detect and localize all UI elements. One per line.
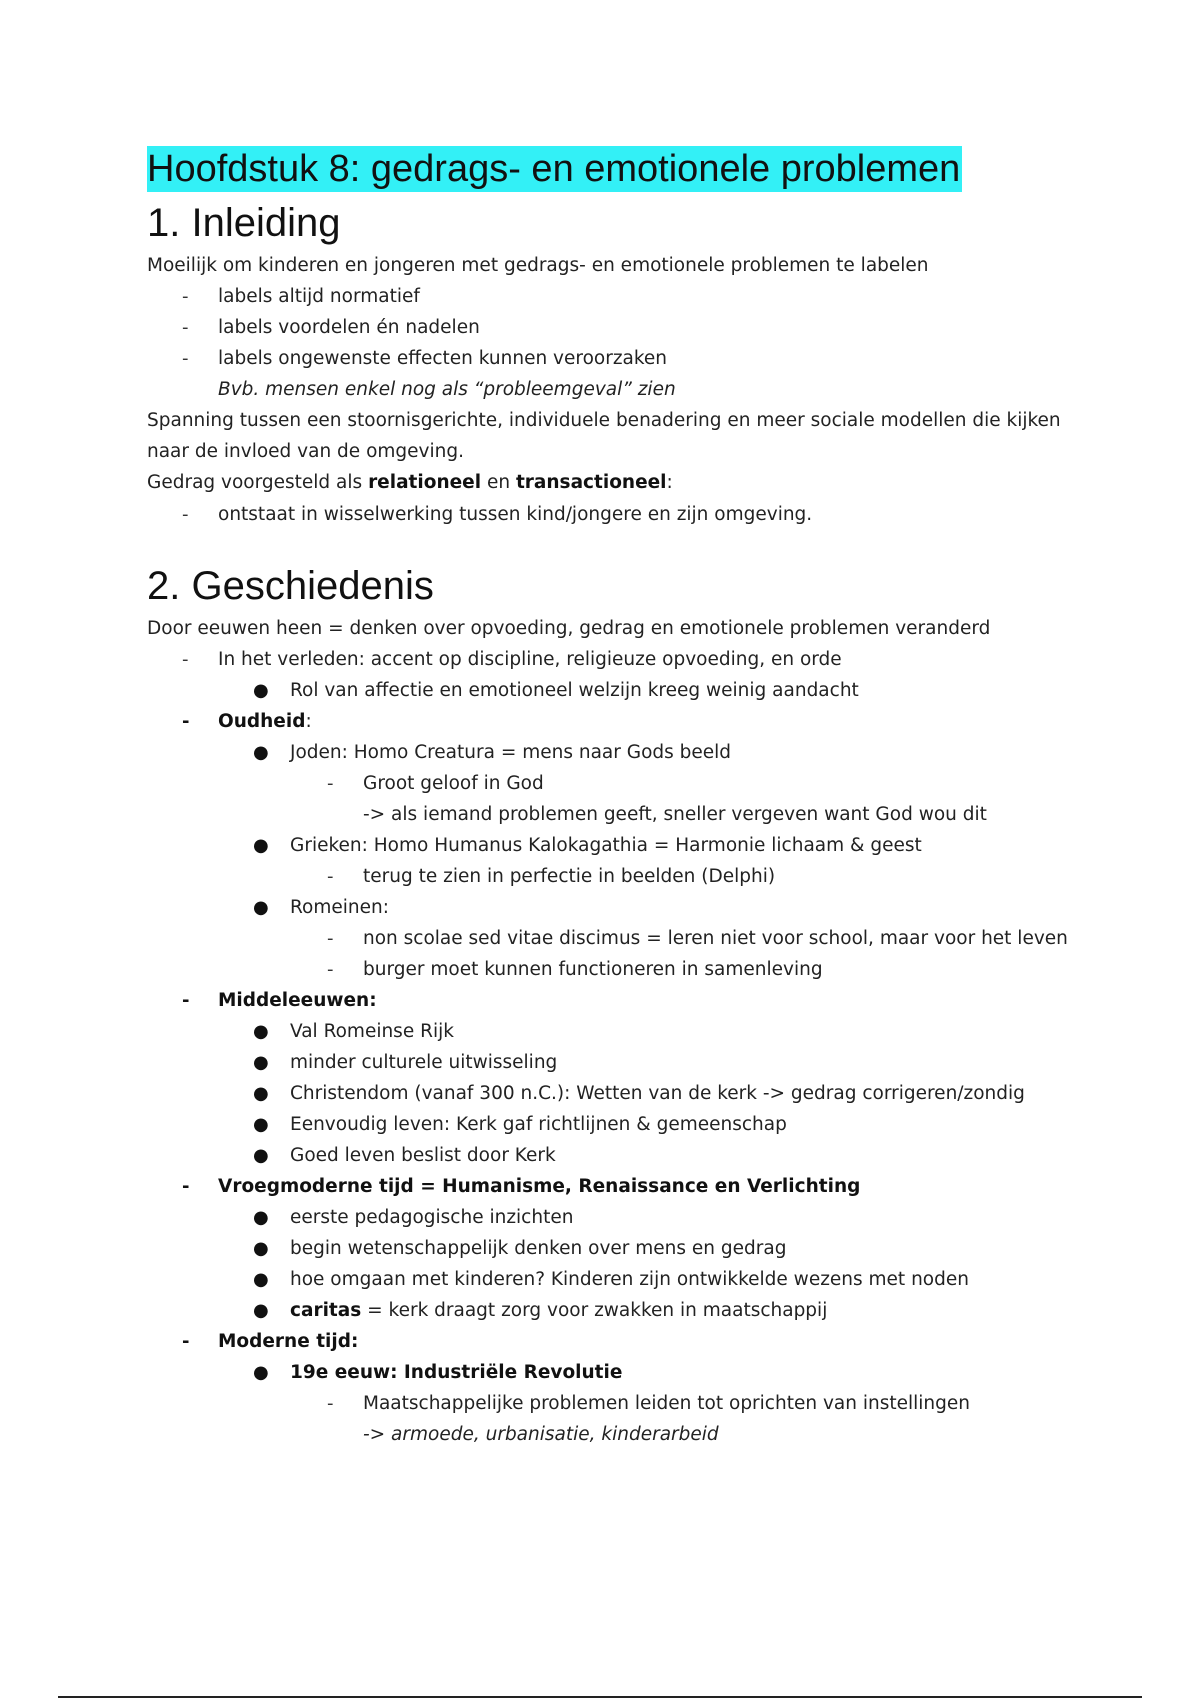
list-item-caritas: caritas = kerk draagt zorg voor zwakken in maatschappij: [290, 1300, 828, 1321]
list-item: Romeinen:: [290, 897, 389, 918]
list-item: begin wetenschappelijk denken over mens en gedrag: [290, 1238, 787, 1259]
list-item: Val Romeinse Rijk: [290, 1021, 454, 1042]
bottom-divider: [58, 1696, 1142, 1698]
list-item-moderne-tijd: Moderne tijd:: [218, 1331, 359, 1352]
list-item: hoe omgaan met kinderen? Kinderen zijn ontwikkelde wezens met noden: [290, 1269, 969, 1290]
list-item: labels altijd normatief: [218, 286, 420, 307]
list-item: burger moet kunnen functioneren in samenleving: [363, 959, 823, 980]
dash-marker: -: [182, 990, 190, 1011]
bullet-marker: ●: [253, 680, 269, 701]
list-item: -> armoede, urbanisatie, kinderarbeid: [363, 1424, 719, 1445]
dash-marker: -: [182, 1176, 190, 1197]
bullet-marker: ●: [253, 1238, 269, 1259]
dash-marker: -: [327, 773, 334, 794]
list-item-vroegmoderne-tijd: Vroegmoderne tijd = Humanisme, Renaissance en Verlichting: [218, 1176, 861, 1197]
list-item: labels ongewenste effecten kunnen veroorzaken: [218, 348, 668, 369]
bullet-marker: ●: [253, 1083, 269, 1104]
dash-marker: -: [327, 959, 334, 980]
dash-marker: -: [182, 711, 190, 732]
dash-marker: -: [327, 866, 334, 887]
paragraph: Moeilijk om kinderen en jongeren met gedrags- en emotionele problemen te labelen: [147, 255, 929, 276]
list-item-oudheid: Oudheid:: [218, 711, 312, 732]
list-item: Joden: Homo Creatura = mens naar Gods beeld: [290, 742, 732, 763]
section-heading-inleiding: 1. Inleiding: [147, 201, 341, 245]
dash-marker: -: [182, 649, 189, 670]
list-item: labels voordelen én nadelen: [218, 317, 480, 338]
section-heading-geschiedenis: 2. Geschiedenis: [147, 564, 434, 608]
paragraph: naar de invloed van de omgeving.: [147, 441, 464, 462]
bullet-marker: ●: [253, 1207, 269, 1228]
example-text: Bvb. mensen enkel nog als “probleemgeval” zien: [218, 379, 676, 400]
list-item: Grieken: Homo Humanus Kalokagathia = Harmonie lichaam & geest: [290, 835, 922, 856]
list-item: Maatschappelijke problemen leiden tot oprichten van instellingen: [363, 1393, 970, 1414]
page-title: Hoofdstuk 8: gedrags- en emotionele problemen: [147, 148, 961, 190]
list-item: Eenvoudig leven: Kerk gaf richtlijnen & gemeenschap: [290, 1114, 787, 1135]
bullet-marker: ●: [253, 897, 269, 918]
bullet-marker: ●: [253, 1114, 269, 1135]
list-item-middeleeuwen: Middeleeuwen:: [218, 990, 377, 1011]
paragraph: Spanning tussen een stoornisgerichte, individuele benadering en meer sociale modellen die kijken: [147, 410, 1061, 431]
bullet-marker: ●: [253, 1021, 269, 1042]
list-item: 19e eeuw: Industriële Revolutie: [290, 1362, 623, 1383]
list-item: Rol van affectie en emotioneel welzijn kreeg weinig aandacht: [290, 680, 859, 701]
paragraph: Gedrag voorgesteld als relationeel en transactioneel:: [147, 472, 673, 493]
dash-marker: -: [327, 928, 334, 949]
dash-marker: -: [182, 317, 189, 338]
list-item: minder culturele uitwisseling: [290, 1052, 558, 1073]
list-item: ontstaat in wisselwerking tussen kind/jongere en zijn omgeving.: [218, 504, 813, 525]
dash-marker: -: [182, 286, 189, 307]
list-item: non scolae sed vitae discimus = leren niet voor school, maar voor het leven: [363, 928, 1068, 949]
bullet-marker: ●: [253, 1269, 269, 1290]
bullet-marker: ●: [253, 742, 269, 763]
bullet-marker: ●: [253, 1052, 269, 1073]
list-item: Christendom (vanaf 300 n.C.): Wetten van de kerk -> gedrag corrigeren/zondig: [290, 1083, 1025, 1104]
list-item: -> als iemand problemen geeft, sneller vergeven want God wou dit: [363, 804, 987, 825]
dash-marker: -: [182, 348, 189, 369]
list-item: Goed leven beslist door Kerk: [290, 1145, 556, 1166]
list-item: eerste pedagogische inzichten: [290, 1207, 574, 1228]
bullet-marker: ●: [253, 1362, 269, 1383]
list-item: terug te zien in perfectie in beelden (Delphi): [363, 866, 776, 887]
list-item: Groot geloof in God: [363, 773, 544, 794]
paragraph: Door eeuwen heen = denken over opvoeding, gedrag en emotionele problemen veranderd: [147, 618, 991, 639]
bullet-marker: ●: [253, 835, 269, 856]
dash-marker: -: [182, 1331, 190, 1352]
bullet-marker: ●: [253, 1300, 269, 1321]
list-item: In het verleden: accent op discipline, religieuze opvoeding, en orde: [218, 649, 842, 670]
dash-marker: -: [327, 1393, 334, 1414]
bullet-marker: ●: [253, 1145, 269, 1166]
dash-marker: -: [182, 504, 189, 525]
